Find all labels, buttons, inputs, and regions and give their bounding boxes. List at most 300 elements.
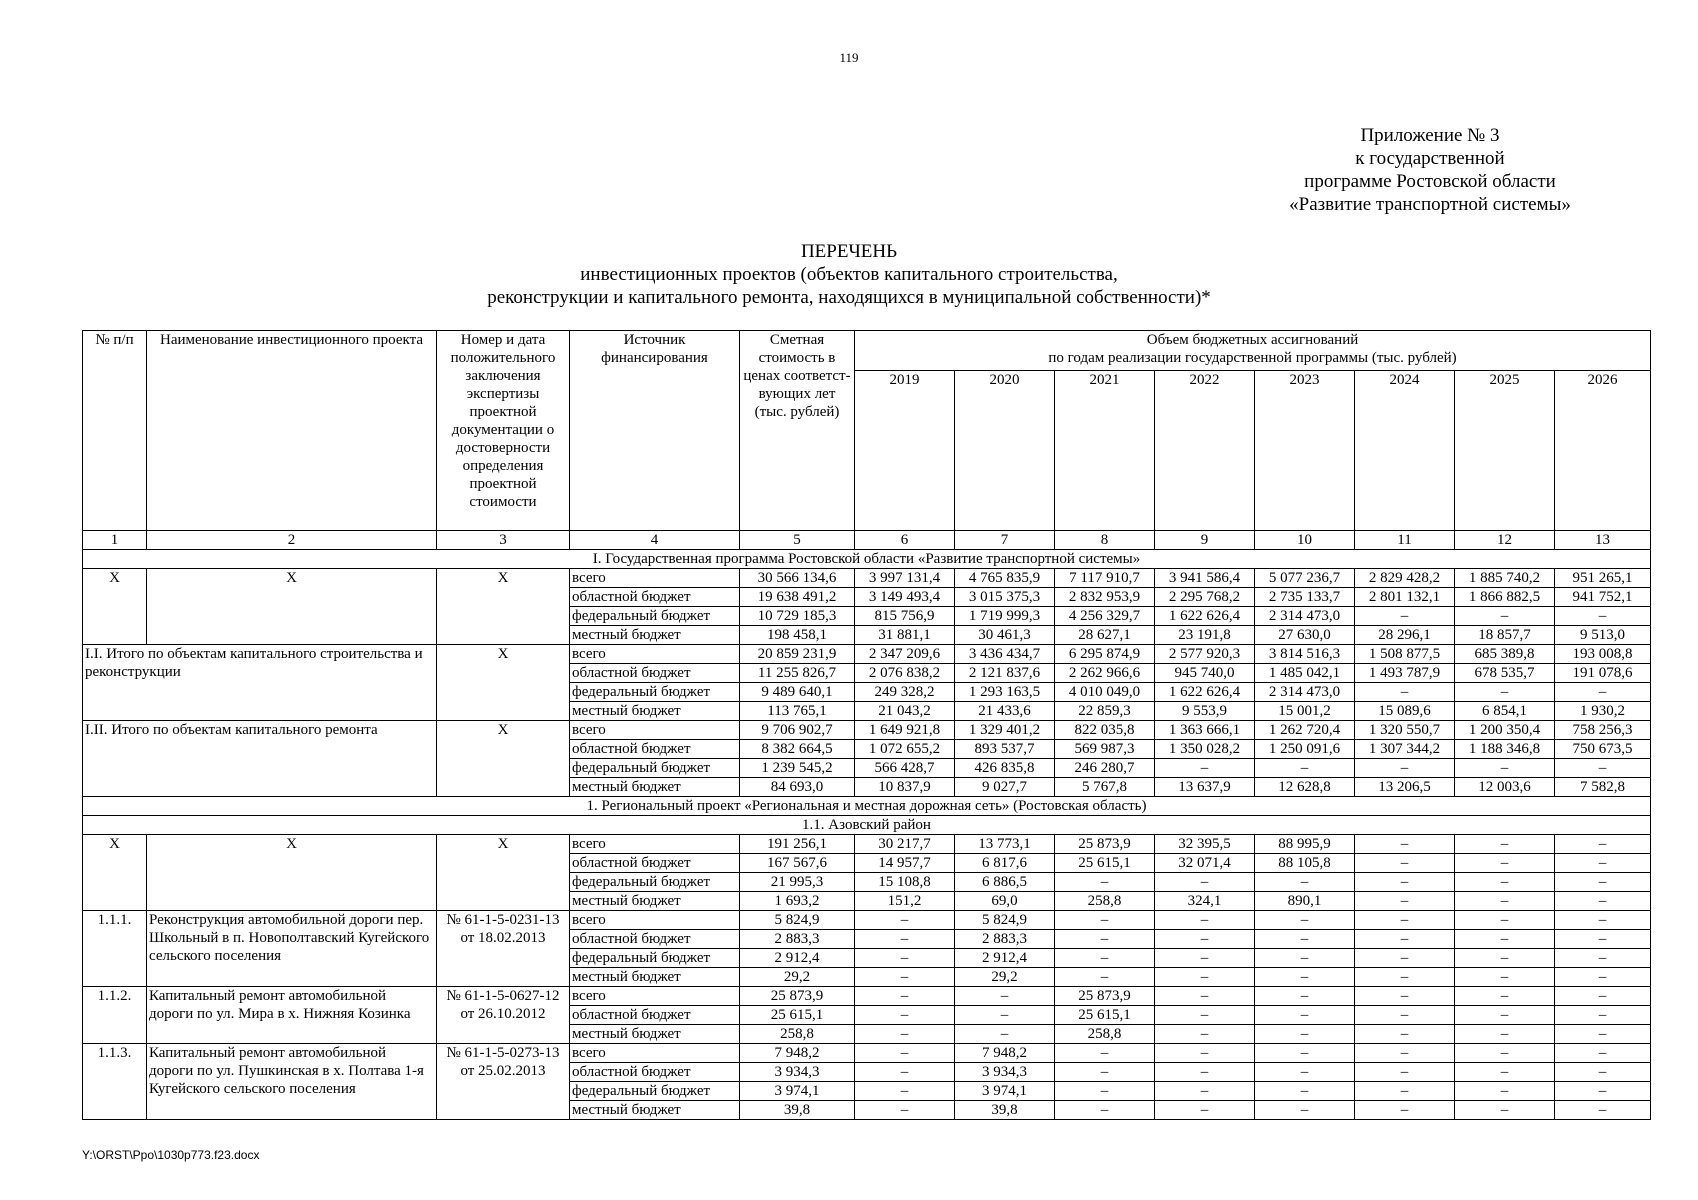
year-allocation: – [855, 987, 955, 1006]
year-allocation: 3 941 586,4 [1155, 569, 1255, 588]
header-year: 2025 [1455, 371, 1555, 531]
funding-source: местный бюджет [570, 1025, 740, 1044]
year-allocation: 25 873,9 [1055, 835, 1155, 854]
estimated-cost: 1 693,2 [740, 892, 855, 911]
estimated-cost: 2 883,3 [740, 930, 855, 949]
year-allocation: 1 072 655,2 [855, 740, 955, 759]
header-source: Источник финансирования [570, 331, 740, 531]
column-number: 10 [1255, 531, 1355, 550]
year-allocation: – [1555, 1025, 1651, 1044]
year-allocation: 566 428,7 [855, 759, 955, 778]
funding-source: областной бюджет [570, 1006, 740, 1025]
year-allocation: – [955, 1006, 1055, 1025]
year-allocation: 941 752,1 [1555, 588, 1651, 607]
estimated-cost: 198 458,1 [740, 626, 855, 645]
year-allocation: – [1255, 873, 1355, 892]
year-allocation: – [1355, 1006, 1455, 1025]
header-year: 2024 [1355, 371, 1455, 531]
year-allocation: 1 293 163,5 [955, 683, 1055, 702]
year-allocation: – [1455, 1025, 1555, 1044]
year-allocation: – [1455, 607, 1555, 626]
year-allocation: 31 881,1 [855, 626, 955, 645]
funding-source: всего [570, 911, 740, 930]
year-allocation: 30 217,7 [855, 835, 955, 854]
year-allocation: – [1455, 873, 1555, 892]
year-allocation: – [1355, 1063, 1455, 1082]
year-allocation: 1 250 091,6 [1255, 740, 1355, 759]
year-allocation: 6 886,5 [955, 873, 1055, 892]
year-allocation: – [1155, 1044, 1255, 1063]
year-allocation: 1 350 028,2 [1155, 740, 1255, 759]
year-allocation: 32 071,4 [1155, 854, 1255, 873]
project-name: Капитальный ремонт автомобильной дороги по ул. Мира в х. Нижняя Козинка [147, 987, 437, 1044]
year-allocation: 1 508 877,5 [1355, 645, 1455, 664]
year-allocation: – [1455, 892, 1555, 911]
year-allocation: – [1455, 835, 1555, 854]
column-number: 6 [855, 531, 955, 550]
year-allocation: 890,1 [1255, 892, 1355, 911]
year-allocation: – [1355, 968, 1455, 987]
funding-source: областной бюджет [570, 588, 740, 607]
year-allocation: 678 535,7 [1455, 664, 1555, 683]
estimated-cost: 19 638 491,2 [740, 588, 855, 607]
year-allocation: – [1255, 949, 1355, 968]
year-allocation: 9 513,0 [1555, 626, 1651, 645]
year-allocation: – [855, 1006, 955, 1025]
project-expertise: № 61-1-5-0627-12 от 26.10.2012 [437, 987, 570, 1044]
year-allocation: 21 433,6 [955, 702, 1055, 721]
header-year: 2022 [1155, 371, 1255, 531]
year-allocation: 249 328,2 [855, 683, 955, 702]
year-allocation: 9 553,9 [1155, 702, 1255, 721]
header-year: 2026 [1555, 371, 1651, 531]
appendix-line-2: к государственной [1355, 148, 1505, 169]
estimated-cost: 5 824,9 [740, 911, 855, 930]
year-allocation: 685 389,8 [1455, 645, 1555, 664]
year-allocation: 3 149 493,4 [855, 588, 955, 607]
year-allocation: – [1055, 873, 1155, 892]
table-row [83, 645, 1651, 664]
year-allocation: – [1255, 1025, 1355, 1044]
year-allocation: – [1155, 930, 1255, 949]
year-allocation: – [1555, 835, 1651, 854]
year-allocation: 1 622 626,4 [1155, 607, 1255, 626]
year-allocation: – [1155, 759, 1255, 778]
year-allocation: 193 008,8 [1555, 645, 1651, 664]
year-allocation: – [1155, 911, 1255, 930]
year-allocation: – [1455, 949, 1555, 968]
year-allocation: – [855, 1025, 955, 1044]
year-allocation: 88 995,9 [1255, 835, 1355, 854]
column-number: 3 [437, 531, 570, 550]
year-allocation: – [1355, 1044, 1455, 1063]
year-allocation: – [1155, 873, 1255, 892]
year-allocation: 2 314 473,0 [1255, 683, 1355, 702]
header-year: 2019 [855, 371, 955, 531]
year-allocation: – [1455, 683, 1555, 702]
estimated-cost: 113 765,1 [740, 702, 855, 721]
year-allocation: 14 957,7 [855, 854, 955, 873]
year-allocation: – [855, 1082, 955, 1101]
funding-source: областной бюджет [570, 740, 740, 759]
year-allocation: 426 835,8 [955, 759, 1055, 778]
year-allocation: 2 912,4 [955, 949, 1055, 968]
project-name: Х [147, 835, 437, 911]
column-number: 13 [1555, 531, 1651, 550]
year-allocation: 12 003,6 [1455, 778, 1555, 797]
project-number: 1.1.1. [83, 911, 147, 987]
year-allocation: – [1555, 683, 1651, 702]
year-allocation: 750 673,5 [1555, 740, 1651, 759]
year-allocation: – [855, 930, 955, 949]
estimated-cost: 29,2 [740, 968, 855, 987]
year-allocation: 18 857,7 [1455, 626, 1555, 645]
year-allocation: 6 295 874,9 [1055, 645, 1155, 664]
header-volume-line-2: по годам реализации государственной программы (тыс. рублей) [1048, 350, 1457, 366]
year-allocation: – [1455, 1006, 1555, 1025]
table-row [83, 569, 1651, 588]
funding-source: областной бюджет [570, 1063, 740, 1082]
page-number: 119 [839, 50, 859, 65]
table-row [83, 835, 1651, 854]
estimated-cost: 258,8 [740, 1025, 855, 1044]
year-allocation: 151,2 [855, 892, 955, 911]
project-expertise: № 61-1-5-0231-13 от 18.02.2013 [437, 911, 570, 987]
estimated-cost: 25 615,1 [740, 1006, 855, 1025]
year-allocation: 15 108,8 [855, 873, 955, 892]
year-allocation: – [1455, 759, 1555, 778]
year-allocation: 324,1 [1155, 892, 1255, 911]
year-allocation: 4 256 329,7 [1055, 607, 1155, 626]
funding-source: всего [570, 645, 740, 664]
year-allocation: 3 974,1 [955, 1082, 1055, 1101]
year-allocation: – [1255, 1063, 1355, 1082]
year-allocation: – [1355, 1101, 1455, 1120]
year-allocation: 758 256,3 [1555, 721, 1651, 740]
year-allocation: 4 010 049,0 [1055, 683, 1155, 702]
column-number: 2 [147, 531, 437, 550]
year-allocation: – [1455, 854, 1555, 873]
year-allocation: 1 329 401,2 [955, 721, 1055, 740]
project-expertise: Х [437, 721, 570, 797]
year-allocation: 5 767,8 [1055, 778, 1155, 797]
year-allocation: 22 859,3 [1055, 702, 1155, 721]
funding-source: местный бюджет [570, 702, 740, 721]
estimated-cost: 8 382 664,5 [740, 740, 855, 759]
year-allocation: – [1355, 1082, 1455, 1101]
year-allocation: – [1555, 607, 1651, 626]
year-allocation: – [1355, 854, 1455, 873]
year-allocation: – [1255, 759, 1355, 778]
year-allocation: – [1455, 930, 1555, 949]
estimated-cost: 10 729 185,3 [740, 607, 855, 626]
year-allocation: – [1255, 1044, 1355, 1063]
estimated-cost: 191 256,1 [740, 835, 855, 854]
header-cost: Сметная стоимость в ценах соответст-вующих лет (тыс. рублей) [740, 331, 855, 531]
year-allocation: 9 027,7 [955, 778, 1055, 797]
year-allocation: 2 076 838,2 [855, 664, 955, 683]
year-allocation: – [1155, 1063, 1255, 1082]
year-allocation: 1 930,2 [1555, 702, 1651, 721]
column-number: 7 [955, 531, 1055, 550]
year-allocation: 1 200 350,4 [1455, 721, 1555, 740]
project-number: 1.1.2. [83, 987, 147, 1044]
year-allocation: 2 832 953,9 [1055, 588, 1155, 607]
year-allocation: 15 089,6 [1355, 702, 1455, 721]
year-allocation: – [1555, 911, 1651, 930]
year-allocation: – [1555, 1006, 1651, 1025]
year-allocation: – [855, 1101, 955, 1120]
funding-source: федеральный бюджет [570, 1082, 740, 1101]
estimated-cost: 39,8 [740, 1101, 855, 1120]
year-allocation: – [1355, 987, 1455, 1006]
year-allocation: – [1355, 607, 1455, 626]
section-district-title: 1.1. Азовский район [83, 816, 1651, 835]
year-allocation: – [1155, 968, 1255, 987]
funding-source: федеральный бюджет [570, 683, 740, 702]
year-allocation: 23 191,8 [1155, 626, 1255, 645]
year-allocation: – [1155, 987, 1255, 1006]
estimated-cost: 25 873,9 [740, 987, 855, 1006]
funding-source: местный бюджет [570, 892, 740, 911]
column-numbers-row [83, 531, 1651, 550]
column-number: 8 [1055, 531, 1155, 550]
funding-source: федеральный бюджет [570, 759, 740, 778]
appendix-header [1200, 124, 1660, 216]
header-year: 2023 [1255, 371, 1355, 531]
project-expertise: Х [437, 645, 570, 721]
funding-source: всего [570, 835, 740, 854]
year-allocation: 1 320 550,7 [1355, 721, 1455, 740]
project-expertise: № 61-1-5-0273-13 от 25.02.2013 [437, 1044, 570, 1120]
year-allocation: – [1555, 892, 1651, 911]
year-allocation: 4 765 835,9 [955, 569, 1055, 588]
year-allocation: 2 829 428,2 [1355, 569, 1455, 588]
year-allocation: 7 582,8 [1555, 778, 1651, 797]
year-allocation: – [1255, 1082, 1355, 1101]
funding-source: всего [570, 987, 740, 1006]
year-allocation: 29,2 [955, 968, 1055, 987]
project-number: Х [83, 569, 147, 645]
funding-source: местный бюджет [570, 778, 740, 797]
year-allocation: 1 493 787,9 [1355, 664, 1455, 683]
year-allocation: 15 001,2 [1255, 702, 1355, 721]
title-line-2: инвестиционных проектов (объектов капитального строительства, [580, 264, 1118, 285]
year-allocation: – [1255, 1006, 1355, 1025]
year-allocation: – [1355, 949, 1455, 968]
year-allocation: – [1455, 911, 1555, 930]
year-allocation: – [1055, 930, 1155, 949]
header-year: 2021 [1055, 371, 1155, 531]
year-allocation: 1 622 626,4 [1155, 683, 1255, 702]
funding-source: местный бюджет [570, 1101, 740, 1120]
year-allocation: 3 997 131,4 [855, 569, 955, 588]
year-allocation: 25 615,1 [1055, 854, 1155, 873]
year-allocation: – [1355, 1025, 1455, 1044]
year-allocation: – [1155, 1006, 1255, 1025]
header-num: № п/п [83, 331, 147, 531]
year-allocation: – [1155, 1101, 1255, 1120]
year-allocation: – [1455, 1044, 1555, 1063]
column-number: 12 [1455, 531, 1555, 550]
year-allocation: – [1555, 930, 1651, 949]
year-allocation: 3 934,3 [955, 1063, 1055, 1082]
estimated-cost: 7 948,2 [740, 1044, 855, 1063]
year-allocation: 1 885 740,2 [1455, 569, 1555, 588]
estimated-cost: 84 693,0 [740, 778, 855, 797]
project-name: Капитальный ремонт автомобильной дороги по ул. Пушкинская в х. Полтава 1-я Кугейского сельского поселения [147, 1044, 437, 1120]
header-expertise: Номер и дата положительного заключения экспертизы проектной документации о достоверности определения проектной стоимости [437, 331, 570, 531]
year-allocation: – [1455, 1101, 1555, 1120]
title-line-3: реконструкции и капитального ремонта, находящихся в муниципальной собственности)* [487, 287, 1211, 308]
funding-source: местный бюджет [570, 626, 740, 645]
section-regional-project-title: 1. Региональный проект «Региональная и местная дорожная сеть» (Ростовская область) [83, 797, 1651, 816]
header-year: 2020 [955, 371, 1055, 531]
year-allocation: 258,8 [1055, 1025, 1155, 1044]
year-allocation: 1 719 999,3 [955, 607, 1055, 626]
year-allocation: – [1455, 1063, 1555, 1082]
funding-source: всего [570, 569, 740, 588]
year-allocation: – [1355, 911, 1455, 930]
table-row [83, 721, 1651, 740]
year-allocation: 3 015 375,3 [955, 588, 1055, 607]
year-allocation: 25 873,9 [1055, 987, 1155, 1006]
year-allocation: 5 077 236,7 [1255, 569, 1355, 588]
year-allocation: 1 649 921,8 [855, 721, 955, 740]
funding-source: федеральный бюджет [570, 873, 740, 892]
year-allocation: 569 987,3 [1055, 740, 1155, 759]
year-allocation: – [1355, 892, 1455, 911]
estimated-cost: 11 255 826,7 [740, 664, 855, 683]
estimated-cost: 3 934,3 [740, 1063, 855, 1082]
year-allocation: 13 637,9 [1155, 778, 1255, 797]
year-allocation: – [1555, 854, 1651, 873]
year-allocation: – [1255, 1101, 1355, 1120]
year-allocation: 39,8 [955, 1101, 1055, 1120]
year-allocation: – [1155, 1025, 1255, 1044]
table-row [83, 911, 1651, 930]
year-allocation: – [855, 968, 955, 987]
estimated-cost: 1 239 545,2 [740, 759, 855, 778]
table-row [83, 1044, 1651, 1063]
year-allocation: – [1055, 911, 1155, 930]
year-allocation: 945 740,0 [1155, 664, 1255, 683]
year-allocation: – [1555, 1101, 1651, 1120]
year-allocation: – [1055, 1082, 1155, 1101]
year-allocation: 28 627,1 [1055, 626, 1155, 645]
year-allocation: 258,8 [1055, 892, 1155, 911]
header-volume-line-1: Объем бюджетных ассигнований [1146, 332, 1359, 348]
investment-projects-table [82, 330, 1651, 1120]
year-allocation: 13 206,5 [1355, 778, 1455, 797]
year-allocation: 2 801 132,1 [1355, 588, 1455, 607]
year-allocation: 2 121 837,6 [955, 664, 1055, 683]
year-allocation: – [1355, 683, 1455, 702]
funding-source: областной бюджет [570, 854, 740, 873]
estimated-cost: 2 912,4 [740, 949, 855, 968]
year-allocation: 5 824,9 [955, 911, 1055, 930]
estimated-cost: 167 567,6 [740, 854, 855, 873]
year-allocation: 7 117 910,7 [1055, 569, 1155, 588]
year-allocation: 2 262 966,6 [1055, 664, 1155, 683]
column-number: 5 [740, 531, 855, 550]
year-allocation: 6 854,1 [1455, 702, 1555, 721]
year-allocation: – [1055, 1044, 1155, 1063]
year-allocation: – [1055, 1101, 1155, 1120]
year-allocation: 21 043,2 [855, 702, 955, 721]
header-name: Наименование инвестиционного проекта [147, 331, 437, 531]
section-program [83, 550, 1651, 569]
year-allocation: – [1555, 1082, 1651, 1101]
year-allocation: – [1055, 968, 1155, 987]
year-allocation: – [955, 1025, 1055, 1044]
year-allocation: 3 436 434,7 [955, 645, 1055, 664]
year-allocation: 246 280,7 [1055, 759, 1155, 778]
estimated-cost: 9 489 640,1 [740, 683, 855, 702]
year-allocation: 1 866 882,5 [1455, 588, 1555, 607]
table-row [83, 987, 1651, 1006]
year-allocation: – [1255, 968, 1355, 987]
funding-source: федеральный бюджет [570, 607, 740, 626]
year-allocation: 2 883,3 [955, 930, 1055, 949]
year-allocation: 2 577 920,3 [1155, 645, 1255, 664]
project-name: I.I. Итого по объектам капитального строительства и реконструкции [83, 645, 437, 721]
project-expertise: Х [437, 569, 570, 645]
year-allocation: 32 395,5 [1155, 835, 1255, 854]
year-allocation: 1 307 344,2 [1355, 740, 1455, 759]
year-allocation: – [1155, 1082, 1255, 1101]
year-allocation: – [1255, 911, 1355, 930]
year-allocation: 2 314 473,0 [1255, 607, 1355, 626]
year-allocation: – [1355, 930, 1455, 949]
year-allocation: – [1555, 873, 1651, 892]
year-allocation: 3 814 516,3 [1255, 645, 1355, 664]
file-path-footer: Y:\ORST\Ppo\1030p773.f23.docx [82, 1148, 260, 1162]
estimated-cost: 20 859 231,9 [740, 645, 855, 664]
year-allocation: – [1155, 949, 1255, 968]
year-allocation: 1 188 346,8 [1455, 740, 1555, 759]
year-allocation: – [1555, 968, 1651, 987]
column-number: 9 [1155, 531, 1255, 550]
funding-source: всего [570, 721, 740, 740]
year-allocation: 25 615,1 [1055, 1006, 1155, 1025]
year-allocation: – [855, 949, 955, 968]
year-allocation: 191 078,6 [1555, 664, 1651, 683]
year-allocation: 7 948,2 [955, 1044, 1055, 1063]
year-allocation: 10 837,9 [855, 778, 955, 797]
year-allocation: 822 035,8 [1055, 721, 1155, 740]
year-allocation: – [1355, 759, 1455, 778]
appendix-line-1: Приложение № 3 [1360, 125, 1500, 146]
year-allocation: 6 817,6 [955, 854, 1055, 873]
document-title [0, 240, 1698, 309]
year-allocation: 815 756,9 [855, 607, 955, 626]
year-allocation: – [1555, 949, 1651, 968]
year-allocation: – [1555, 1044, 1651, 1063]
project-number: 1.1.3. [83, 1044, 147, 1120]
year-allocation: 1 363 666,1 [1155, 721, 1255, 740]
section-district [83, 816, 1651, 835]
project-number: Х [83, 835, 147, 911]
year-allocation: – [1455, 1082, 1555, 1101]
funding-source: всего [570, 1044, 740, 1063]
column-number: 4 [570, 531, 740, 550]
project-name: I.II. Итого по объектам капитального ремонта [83, 721, 437, 797]
title-line-1: ПЕРЕЧЕНЬ [800, 241, 898, 262]
estimated-cost: 3 974,1 [740, 1082, 855, 1101]
year-allocation: 30 461,3 [955, 626, 1055, 645]
header-volume [855, 331, 1651, 371]
